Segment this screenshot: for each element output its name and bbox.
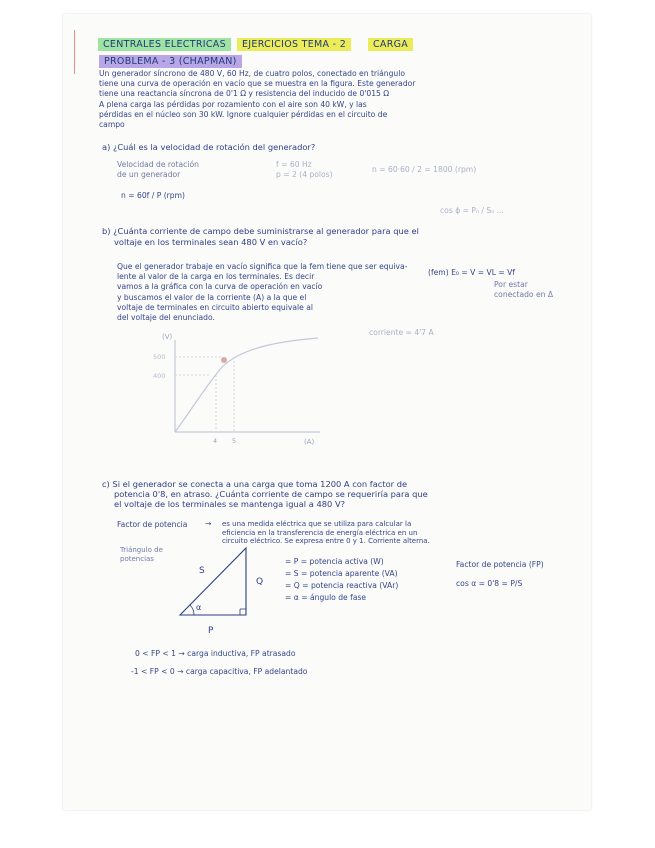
margin-line	[74, 30, 75, 74]
part-b-explanation	[117, 262, 407, 323]
statement-line: tiene una reactancia síncrona de 0'1 Ω y resistencia del inducido de 0'015 Ω	[99, 89, 390, 99]
open-circuit-graph	[150, 332, 330, 452]
part-c-question-line: el voltaje de los terminales se mantenga igual a 480 V?	[114, 499, 346, 510]
label-s: S	[199, 566, 205, 576]
part-b-note-1: Por estar	[494, 280, 528, 289]
legend-line: = P = potencia activa (W)	[285, 557, 384, 566]
part-b-relation: (fem) E₀ = V = VL = Vf	[428, 268, 515, 277]
x-tick-5: 5	[232, 437, 237, 445]
pf-side-1: Factor de potencia (FP)	[456, 560, 544, 569]
problem-statement	[99, 69, 415, 130]
part-a-label-2: de un generador	[117, 170, 181, 179]
y-tick-500: 500	[153, 353, 166, 361]
statement-line: pérdidas en el núcleo son 30 kW. Ignore cualquier pérdidas en el circuito de	[99, 109, 388, 119]
graph-y-label: (V)	[162, 333, 173, 341]
part-c-question	[102, 479, 428, 510]
statement-line: A plena carga las pérdidas por rozamiento con el aire son 40 kW, y las	[99, 99, 367, 109]
subject-tag: CENTRALES ELECTRICAS	[98, 38, 231, 51]
pf-definition-line: es una medida eléctrica que se utiliza para calcular la	[222, 520, 412, 528]
pf-side-2: cos α = 0'8 = P/S	[456, 579, 523, 588]
y-tick-400: 400	[153, 372, 166, 380]
triangle-title-2: potencias	[120, 555, 154, 563]
legend-line: = α = ángulo de fase	[285, 593, 367, 602]
pf-definition-line: circuito eléctrico. Se expresa entre 0 y 1. Corriente alterna.	[222, 537, 430, 546]
range-capacitive: -1 < FP < 0 → carga capacitiva, FP adelantado	[131, 667, 308, 676]
part-a-f-given: f = 60 Hz	[276, 160, 312, 169]
graph-x-label: (A)	[304, 438, 315, 446]
legend-line: = Q = potencia reactiva (VAr)	[285, 581, 399, 590]
label-p: P	[208, 626, 214, 636]
triangle-legend	[285, 556, 398, 604]
part-a-result: n = 60·60 / 2 = 1800 (rpm)	[372, 165, 477, 174]
explanation-line: vamos a la gráfica con la curva de operación en vacío	[117, 282, 323, 292]
part-a-question: a) ¿Cuál es la velocidad de rotación del generador?	[102, 142, 316, 152]
part-b-answer: corriente ≈ 4'7 A	[369, 328, 434, 337]
statement-line: campo	[99, 120, 125, 130]
explanation-line: del voltaje del enunciado.	[117, 313, 215, 323]
part-c-question-line: c) Si el generador se conecta a una carga que toma 1200 A con factor de	[102, 479, 408, 489]
statement-line: tiene una curva de operación en vacío que se muestra en la figura. Este generador	[99, 79, 416, 89]
part-a-p-given: p = 2 (4 polos)	[276, 170, 333, 179]
pf-term: Factor de potencia	[117, 520, 188, 529]
explanation-line: voltaje de terminales en circuito abierto equivale al	[117, 302, 313, 312]
open-circuit-curve	[175, 338, 318, 432]
label-alpha: α	[196, 603, 202, 612]
pf-definition-line: eficiencia en la transferencia de energía eléctrica en un	[222, 528, 418, 537]
legend-line: = S = potencia aparente (VA)	[285, 569, 398, 578]
explanation-line: Que el generador trabaje en vacío significa que la fem tiene que ser equiva-	[117, 262, 408, 271]
pf-arrow: →	[205, 519, 212, 528]
faint-struck-text: cos ɸ = Pₙ / Sₙ ...	[440, 206, 504, 215]
explanation-line: y buscamos el valor de la corriente (A) a la que el	[117, 292, 307, 302]
label-q: Q	[256, 577, 264, 587]
explanation-line: lente al valor de la carga en los terminales. Es decir	[117, 272, 315, 282]
exercises-tag: EJERCICIOS TEMA - 2	[237, 38, 351, 51]
operating-point	[221, 357, 227, 363]
triangle-shape	[180, 548, 246, 615]
part-c-question-line: potencia 0'8, en atraso. ¿Cuánta corriente de campo se requeriría para que	[114, 489, 428, 500]
angle-arc	[190, 605, 194, 615]
triangle-title-1: Triángulo de	[120, 546, 163, 554]
carga-tag: CARGA	[368, 38, 413, 51]
part-a-label-1: Velocidad de rotación	[117, 160, 199, 169]
part-b-note-2: conectado en Δ	[494, 290, 554, 299]
power-triangle	[170, 540, 290, 636]
part-b-question-1: b) ¿Cuánta corriente de campo debe suministrarse al generador para que el	[102, 226, 419, 236]
statement-line: Un generador síncrono de 480 V, 60 Hz, de cuatro polos, conectado en triángulo	[99, 69, 406, 78]
x-tick-4: 4	[213, 437, 218, 445]
problem-tag: PROBLEMA - 3 (CHAPMAN)	[99, 55, 242, 68]
part-b-question-2: voltaje en los terminales sean 480 V en vacío?	[114, 237, 308, 247]
range-inductive: 0 < FP < 1 → carga inductiva, FP atrasado	[135, 649, 296, 658]
part-a-formula: n = 60f / P (rpm)	[121, 191, 185, 200]
